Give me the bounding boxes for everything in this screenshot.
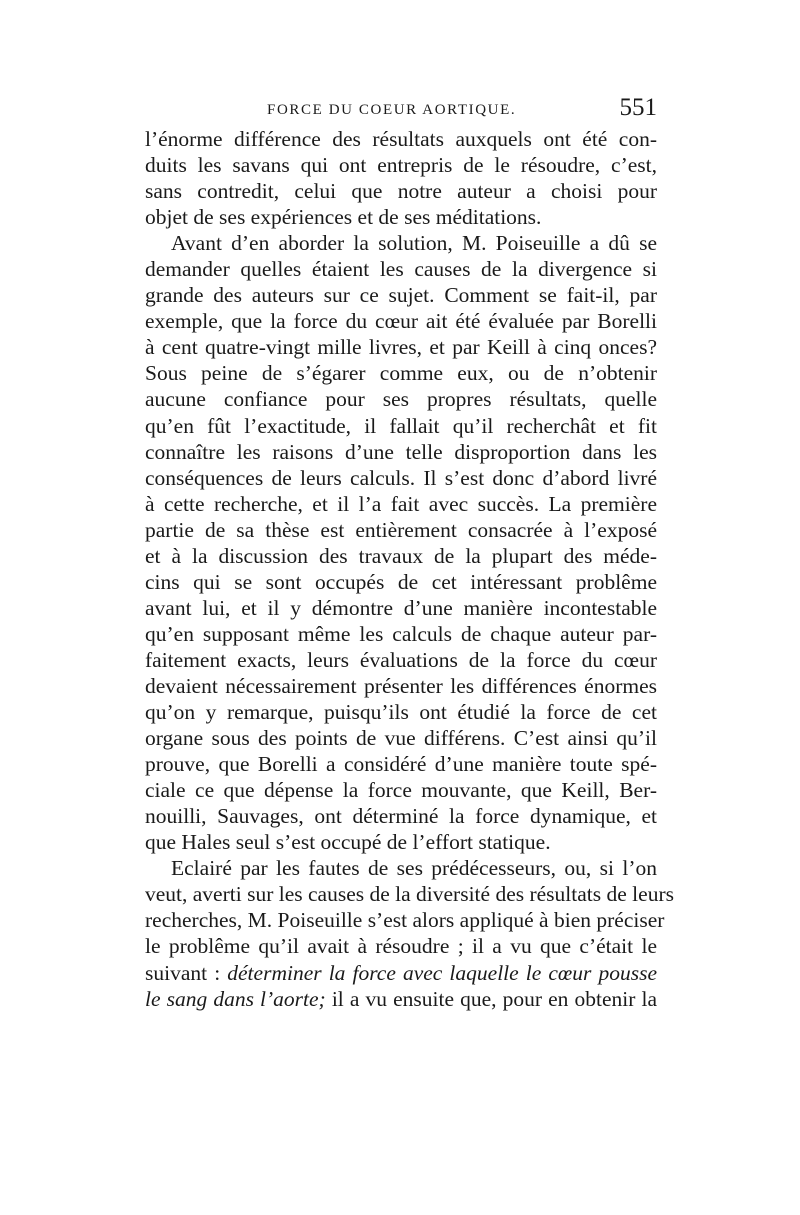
text-line: connaître les raisons d’une telle disproportion dans les: [145, 439, 657, 464]
text-line-italic: le sang dans l’aorte;: [145, 986, 326, 1011]
text-line: qu’en supposant même les calculs de chaque auteur par-: [145, 621, 657, 646]
text-line: faitement exacts, leurs évaluations de la force du cœur: [145, 647, 657, 672]
text-line: conséquences de leurs calculs. Il s’est donc d’abord livré: [145, 465, 657, 490]
text-line: [145, 986, 657, 1012]
text-line: devaient nécessairement présenter les différences énormes: [145, 673, 657, 698]
text-line: ciale ce que dépense la force mouvante, que Keill, Ber-: [145, 778, 657, 803]
text-line: Sous peine de s’égarer comme eux, ou de n’obtenir: [145, 361, 657, 386]
text-line: veut, averti sur les causes de la diversité des résultats de leurs: [145, 882, 674, 907]
text-line: qu’on y remarque, puisqu’ils ont étudié la force de cet: [145, 700, 657, 725]
text-line: partie de sa thèse est entièrement consacrée à l’exposé: [145, 517, 657, 542]
body-text: [145, 126, 674, 1012]
text-line: [145, 960, 657, 986]
text-line: aucune confiance pour ses propres résultats, quelle: [145, 387, 657, 412]
text-line: à cent quatre-vingt mille livres, et par Keill à cinq onces?: [145, 335, 657, 360]
text-line: objet de ses expériences et de ses méditations.: [145, 205, 542, 230]
text-line: recherches, M. Poiseuille s’est alors appliqué à bien préciser: [145, 908, 665, 933]
text-line: l’énorme différence des résultats auxquels ont été con-: [145, 127, 657, 151]
text-line: exemple, que la force du cœur ait été évaluée par Borelli: [145, 309, 657, 334]
text-line: Eclairé par les fautes de ses prédécesseurs, ou, si l’on: [171, 856, 657, 881]
text-line: duits les savans qui ont entrepris de le résoudre, c’est,: [145, 153, 657, 178]
text-line: organe sous des points de vue différens. C’est ainsi qu’il: [145, 726, 657, 751]
running-head: [145, 94, 657, 130]
text-line: grande des auteurs sur ce sujet. Comment se fait-il, par: [145, 283, 657, 308]
page-number: 551: [619, 94, 657, 121]
text-line: demander quelles étaient les causes de la divergence si: [145, 257, 657, 282]
text-line: le problême qu’il avait à résoudre ; il a vu que c’était le: [145, 934, 657, 959]
text-line: que Hales seul s’est occupé de l’effort statique.: [145, 830, 551, 855]
text-line: et à la discussion des travaux de la plupart des méde-: [145, 543, 657, 568]
text-line: avant lui, et il y démontre d’une manière incontestable: [145, 595, 657, 620]
text-line: cins qui se sont occupés de cet intéressant problême: [145, 569, 657, 594]
text-line: sans contredit, celui que notre auteur a choisi pour: [145, 179, 657, 204]
text-line: qu’en fût l’exactitude, il fallait qu’il recherchât et fit: [145, 413, 657, 438]
text-line: Avant d’en aborder la solution, M. Poiseuille a dû se: [171, 231, 657, 256]
text-line-roman: suivant :: [145, 960, 228, 985]
text-line: prouve, que Borelli a considéré d’une manière toute spé-: [145, 752, 657, 777]
text-line: à cette recherche, et il l’a fait avec succès. La première: [145, 491, 657, 516]
text-line: nouilli, Sauvages, ont déterminé la force dynamique, et: [145, 804, 657, 829]
running-title: FORCE DU COEUR AORTIQUE.: [267, 102, 517, 118]
text-line-italic: déterminer la force avec laquelle le cœur pousse: [227, 960, 657, 985]
text-line-roman: il a vu ensuite que, pour en obtenir la: [325, 986, 657, 1011]
